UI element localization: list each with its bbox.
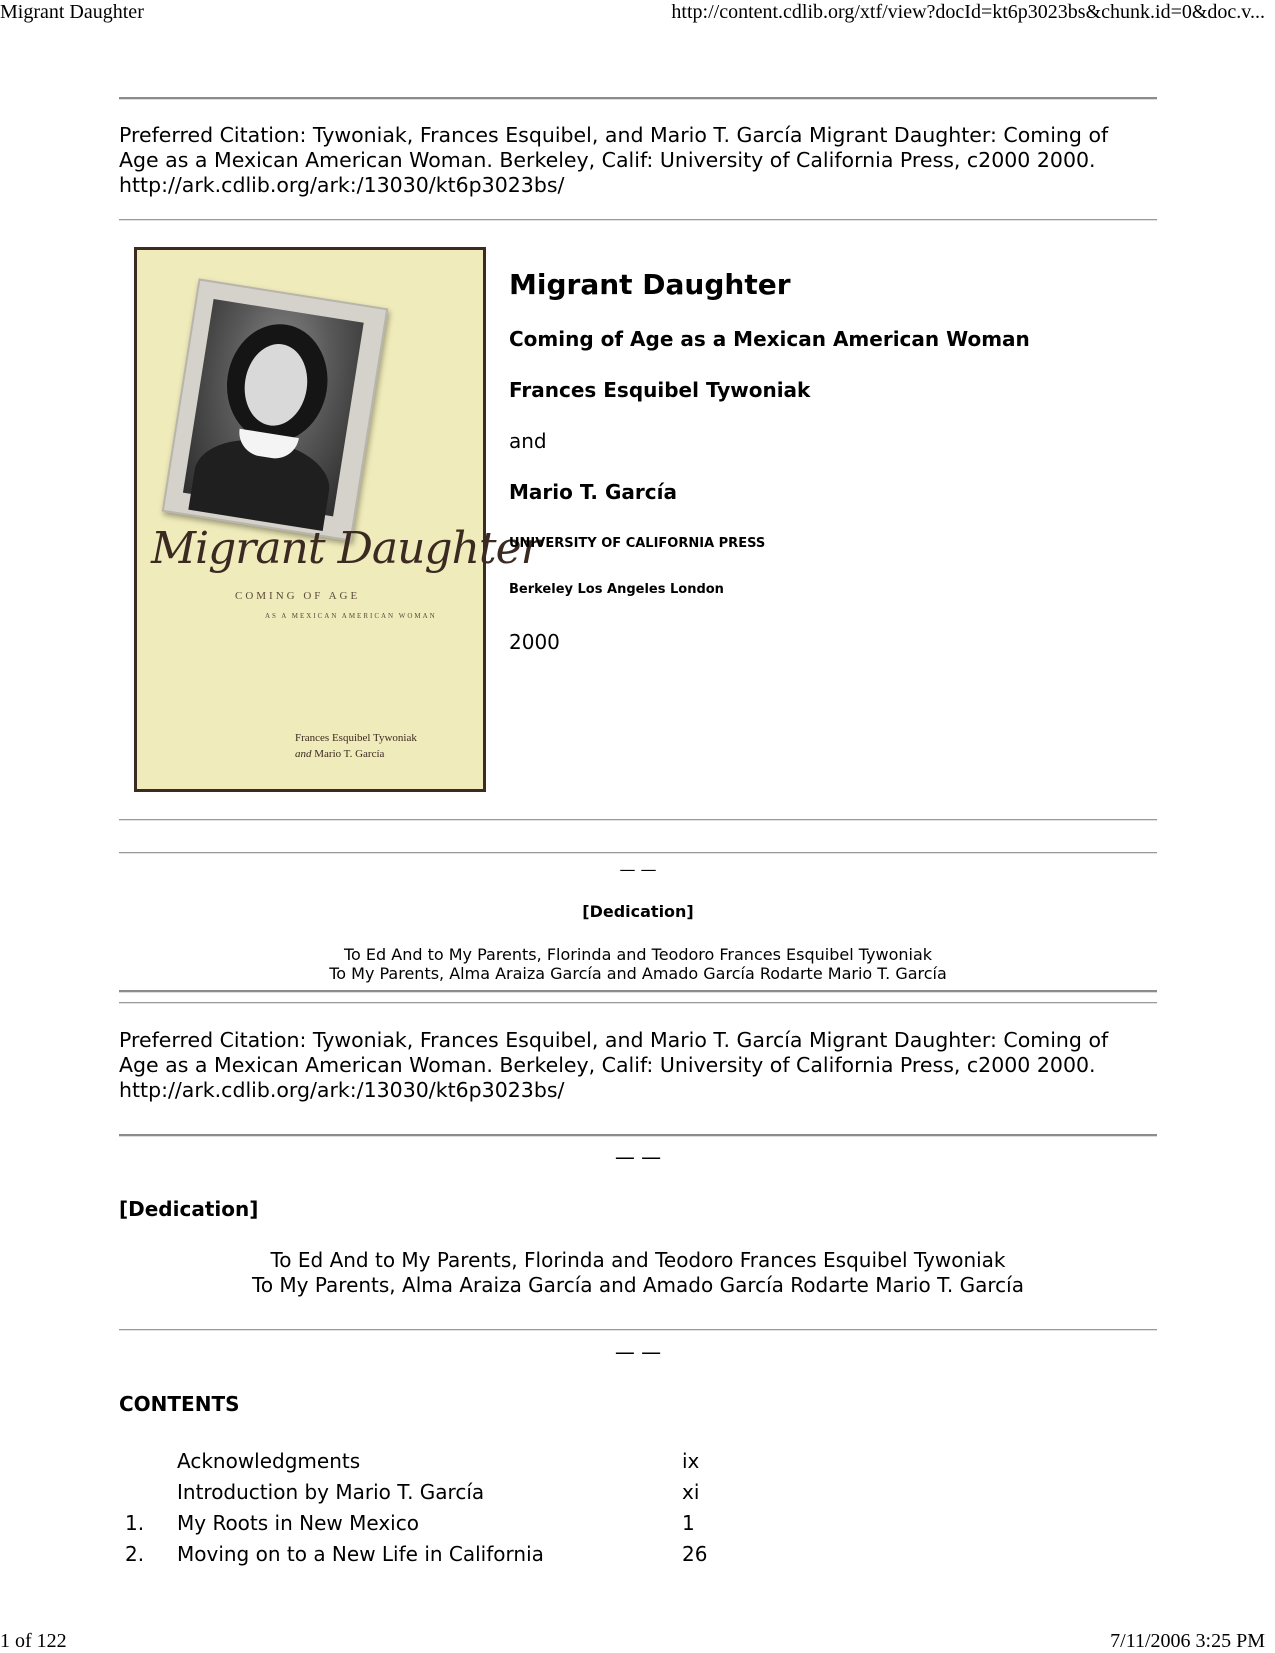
divider <box>119 1329 1157 1331</box>
toc-number: 2. <box>125 1542 145 1566</box>
toc-title[interactable]: Acknowledgments <box>177 1449 361 1473</box>
dedication-text <box>119 1248 1157 1298</box>
divider <box>119 1002 1157 1004</box>
print-footer-page: 1 of 122 <box>0 1630 67 1652</box>
book-title: Migrant Daughter <box>509 268 791 301</box>
toc-page: 1 <box>682 1511 695 1535</box>
citation-url[interactable]: http://ark.cdlib.org/ark:/13030/kt6p3023bs/ <box>119 1078 565 1102</box>
dedication-line: To My Parents, Alma Araiza García and Amado García Rodarte Mario T. García <box>252 1273 1024 1297</box>
toc-title[interactable]: Introduction by Mario T. García <box>177 1480 485 1504</box>
dedication-line: To Ed And to My Parents, Florinda and Teodoro Frances Esquibel Tywoniak <box>343 945 933 964</box>
author-name: Mario T. García <box>509 480 677 504</box>
citation-url[interactable]: http://ark.cdlib.org/ark:/13030/kt6p3023bs/ <box>119 173 565 197</box>
cover-author: Mario T. García <box>314 748 385 760</box>
toc-item[interactable] <box>119 1449 819 1479</box>
publisher-name: UNIVERSITY OF CALIFORNIA PRESS <box>509 536 766 551</box>
divider <box>119 852 1157 854</box>
author-name: Frances Esquibel Tywoniak <box>509 378 811 402</box>
section-separator: — — <box>619 860 657 879</box>
dedication-heading: [Dedication] <box>119 1197 259 1221</box>
citation-line: Preferred Citation: Tywoniak, Frances Esquibel, and Mario T. García Migrant Daughter: Coming of <box>119 123 1109 147</box>
divider <box>119 819 1157 821</box>
toc-item[interactable] <box>119 1480 819 1510</box>
toc-number: 1. <box>125 1511 145 1535</box>
cover-authors <box>295 730 417 762</box>
cover-portrait-photo <box>183 299 364 516</box>
book-subtitle: Coming of Age as a Mexican American Woman <box>509 327 1030 351</box>
divider <box>119 990 1157 993</box>
print-footer-datetime: 7/11/2006 3:25 PM <box>1110 1630 1265 1652</box>
cover-title: Migrant Daughter <box>151 523 541 574</box>
toc-title[interactable]: Moving on to a New Life in California <box>177 1542 544 1566</box>
cover-photo-frame <box>162 278 389 541</box>
cover-subtitle-small: AS A MEXICAN AMERICAN WOMAN <box>265 612 437 620</box>
divider <box>119 219 1157 221</box>
print-header-title: Migrant Daughter <box>0 1 144 23</box>
dedication-text <box>119 945 1157 983</box>
section-separator: — — <box>614 1340 662 1364</box>
citation-line: Age as a Mexican American Woman. Berkeley, Calif: University of California Press, c2000 2000. <box>119 1053 1096 1077</box>
citation-line: Preferred Citation: Tywoniak, Frances Esquibel, and Mario T. García Migrant Daughter: Coming of <box>119 1028 1109 1052</box>
toc-page: xi <box>682 1480 700 1504</box>
publisher-places: Berkeley Los Angeles London <box>509 582 724 597</box>
section-separator: — — <box>614 1145 662 1169</box>
dedication-heading: [Dedication] <box>582 902 694 921</box>
dedication-line: To My Parents, Alma Araiza García and Amado García Rodarte Mario T. García <box>329 964 947 983</box>
publication-year: 2000 <box>509 630 560 654</box>
toc-item[interactable] <box>119 1542 819 1572</box>
toc-title[interactable]: My Roots in New Mexico <box>177 1511 419 1535</box>
print-header-url: http://content.cdlib.org/xtf/view?docId=kt6p3023bs&chunk.id=0&doc.v... <box>671 1 1265 23</box>
preferred-citation <box>119 123 1159 198</box>
cover-author-line <box>295 746 417 762</box>
divider <box>119 97 1157 100</box>
divider <box>119 1134 1157 1137</box>
dedication-line: To Ed And to My Parents, Florinda and Teodoro Frances Esquibel Tywoniak <box>270 1248 1006 1272</box>
cover-author-and: and <box>295 748 312 760</box>
author-conjunction: and <box>509 429 547 453</box>
preferred-citation <box>119 1028 1159 1103</box>
toc-page: 26 <box>682 1542 708 1566</box>
cover-author: Frances Esquibel Tywoniak <box>295 732 417 744</box>
cover-subtitle: COMING OF AGE <box>235 590 361 602</box>
toc-page: ix <box>682 1449 700 1473</box>
toc-item[interactable] <box>119 1511 819 1541</box>
contents-heading: CONTENTS <box>119 1392 240 1416</box>
citation-line: Age as a Mexican American Woman. Berkeley, Calif: University of California Press, c2000 2000. <box>119 148 1096 172</box>
